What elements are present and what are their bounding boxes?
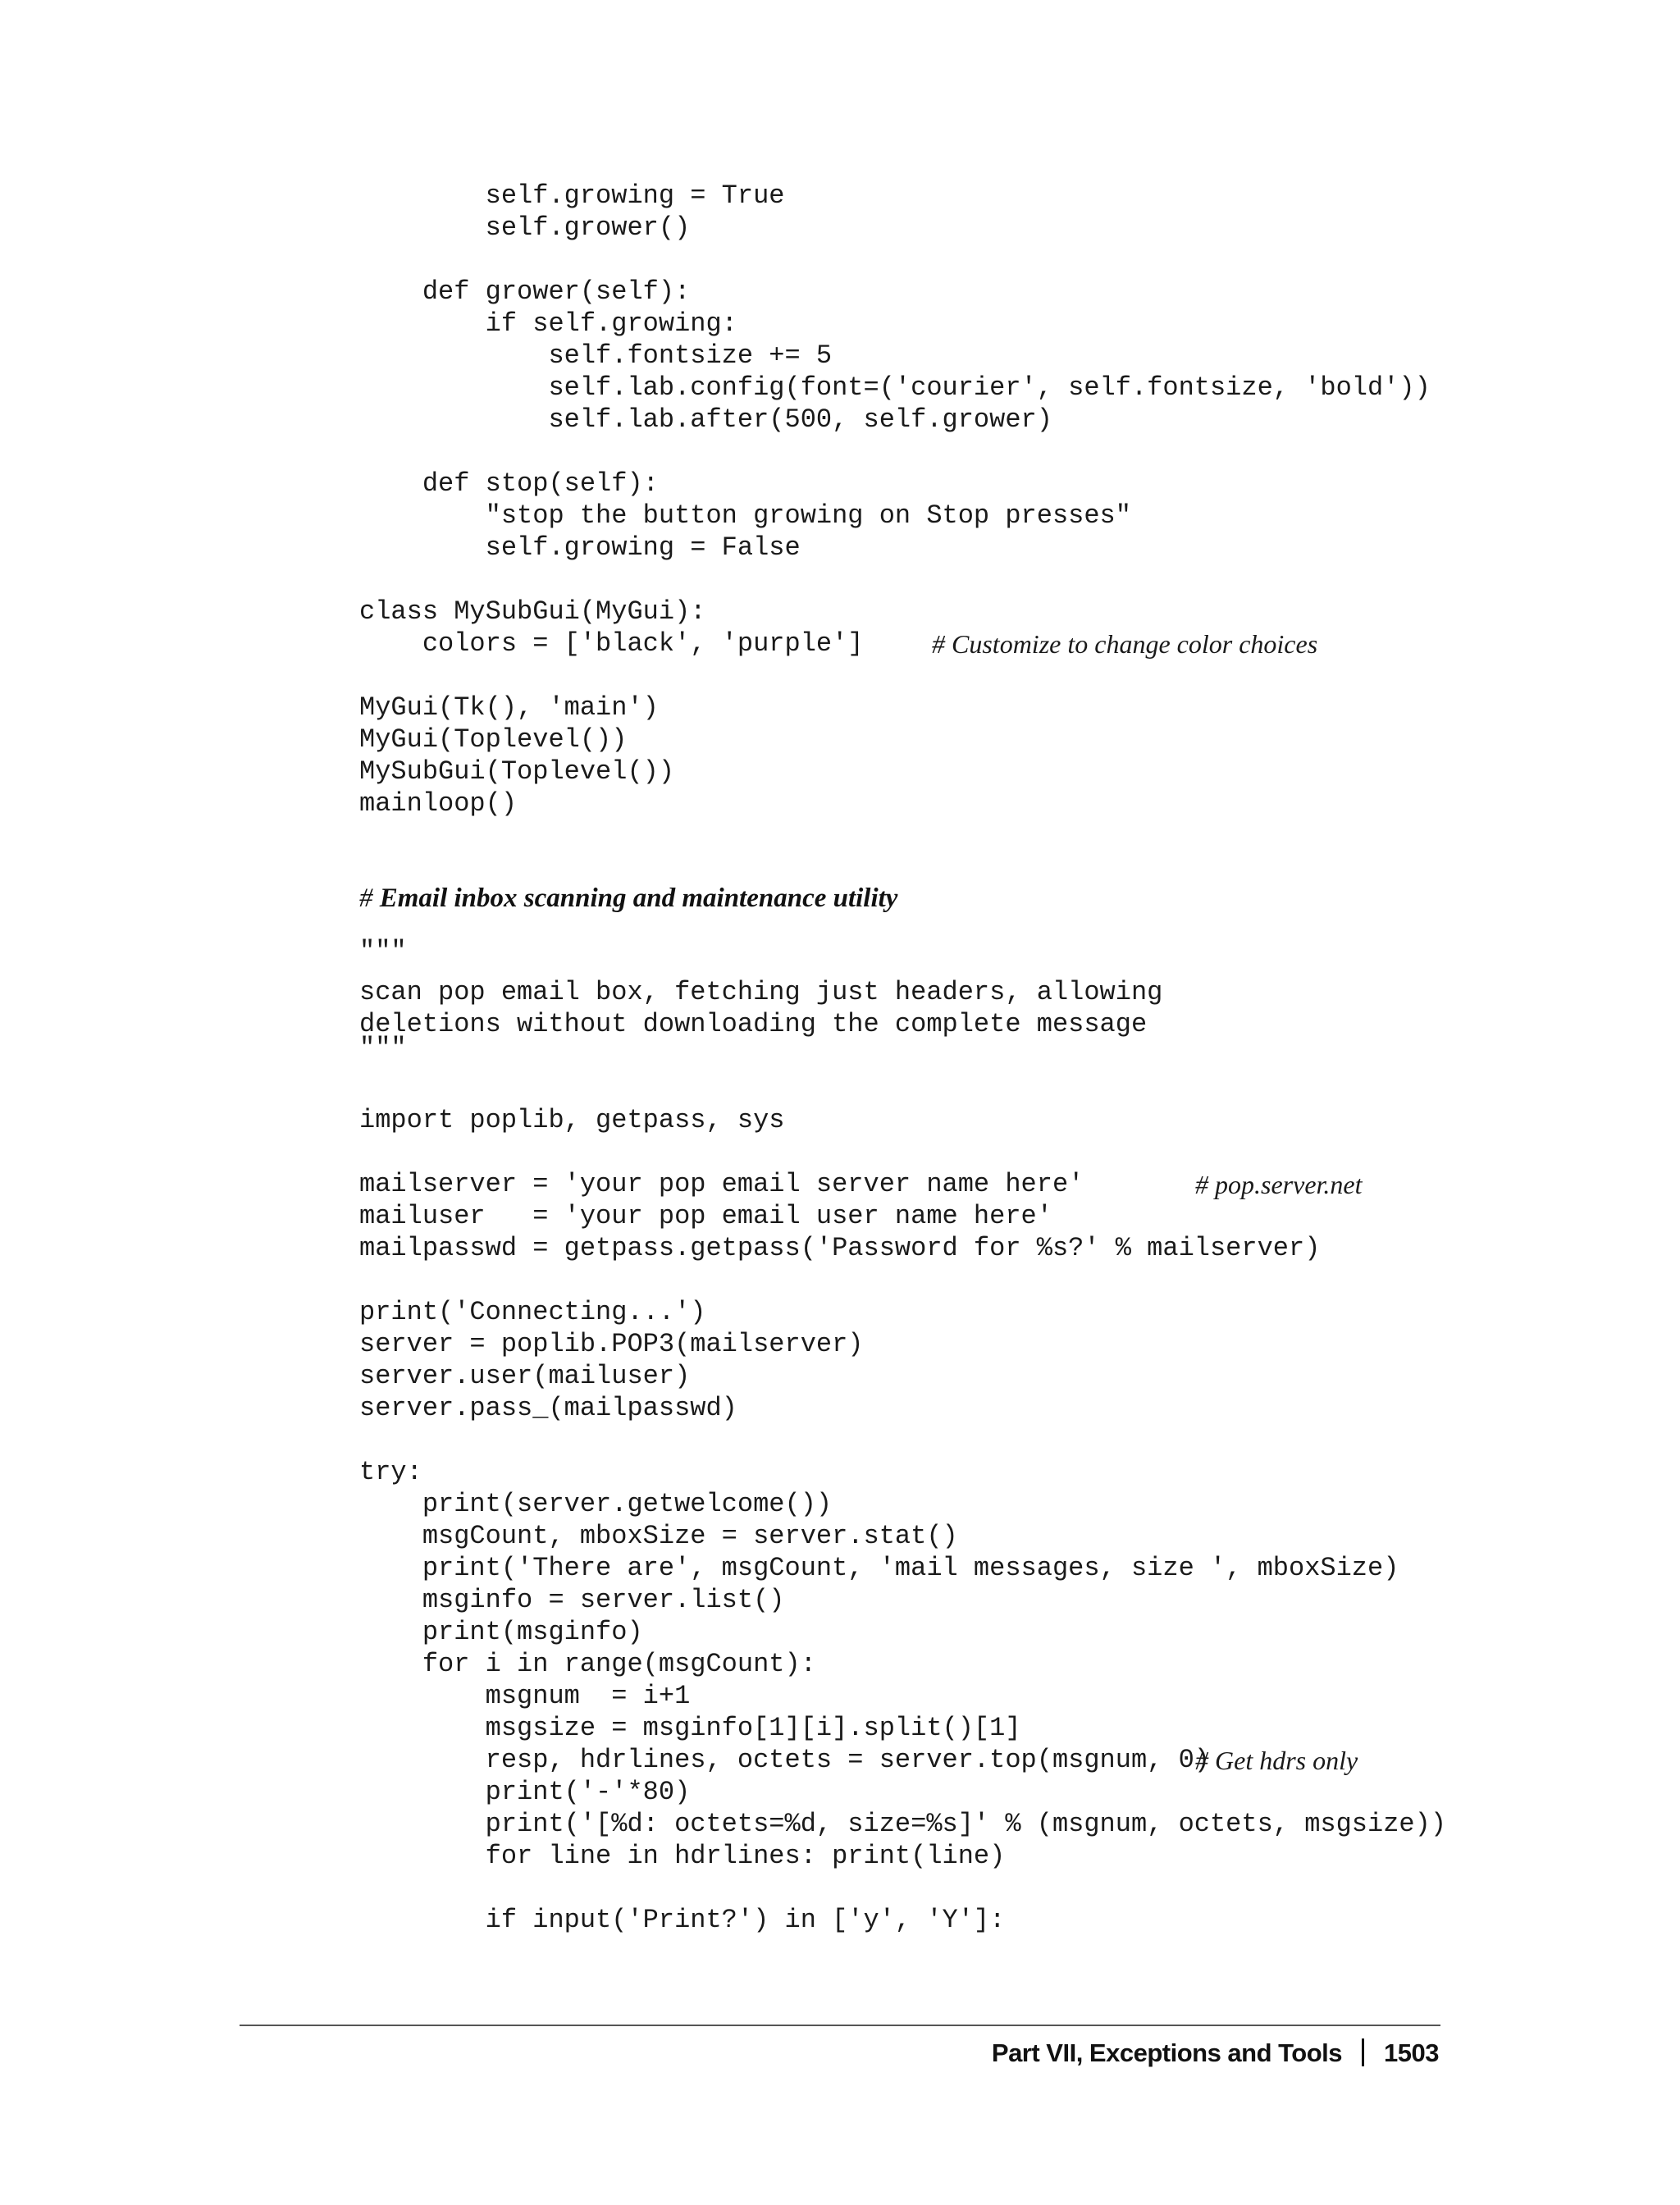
code-line: server.user(mailuser) bbox=[359, 1361, 691, 1391]
code-line: self.growing = True bbox=[359, 180, 785, 211]
code-line: import poplib, getpass, sys bbox=[359, 1105, 785, 1135]
section-heading-text: Email inbox scanning and maintenance utility bbox=[379, 883, 898, 913]
code-line: def grower(self): bbox=[359, 276, 691, 307]
code-line: """ bbox=[359, 936, 407, 966]
code-line: self.grower() bbox=[359, 212, 691, 243]
code-line: msginfo = server.list() bbox=[359, 1585, 785, 1615]
page-number: 1503 bbox=[1384, 2038, 1439, 2067]
code-line: self.lab.after(500, self.grower) bbox=[359, 404, 1052, 435]
code-line: self.fontsize += 5 bbox=[359, 340, 833, 371]
code-line: colors = ['black', 'purple'] bbox=[359, 628, 864, 659]
code-line: print(msginfo) bbox=[359, 1617, 643, 1647]
code-line: """ bbox=[359, 1033, 407, 1063]
code-line: deletions without downloading the complete message bbox=[359, 1009, 1148, 1039]
code-line: scan pop email box, fetching just headers, allowing bbox=[359, 977, 1163, 1007]
code-line: server = poplib.POP3(mailserver) bbox=[359, 1329, 864, 1359]
code-line: MyGui(Toplevel()) bbox=[359, 724, 628, 755]
code-line: MyGui(Tk(), 'main') bbox=[359, 692, 659, 723]
code-line: try: bbox=[359, 1457, 422, 1487]
code-line: msgsize = msginfo[1][i].split()[1] bbox=[359, 1713, 1021, 1743]
code-line: print(server.getwelcome()) bbox=[359, 1489, 833, 1519]
code-line: mainloop() bbox=[359, 788, 518, 819]
code-comment: # Customize to change color choices bbox=[932, 629, 1318, 659]
code-line: server.pass_(mailpasswd) bbox=[359, 1393, 737, 1423]
code-line: "stop the button growing on Stop presses" bbox=[359, 500, 1131, 531]
footer-part-title: Part VII, Exceptions and Tools bbox=[991, 2038, 1343, 2067]
code-comment: # Get hdrs only bbox=[1195, 1746, 1358, 1775]
code-line: if input('Print?') in ['y', 'Y']: bbox=[359, 1905, 1006, 1935]
code-line: for line in hdrlines: print(line) bbox=[359, 1841, 1006, 1871]
code-line: print('Connecting...') bbox=[359, 1297, 706, 1327]
code-line: msgnum = i+1 bbox=[359, 1681, 691, 1711]
code-line: msgCount, mboxSize = server.stat() bbox=[359, 1521, 958, 1551]
code-line: resp, hdrlines, octets = server.top(msgnum, 0) bbox=[359, 1745, 1210, 1775]
footer-separator bbox=[1362, 2038, 1364, 2066]
code-line: mailserver = 'your pop email server name here' bbox=[359, 1169, 1084, 1199]
code-line: self.growing = False bbox=[359, 532, 801, 563]
code-line: for i in range(msgCount): bbox=[359, 1649, 816, 1679]
code-line: print('[%d: octets=%d, size=%s]' % (msgnum, octets, msgsize)) bbox=[359, 1809, 1447, 1839]
footer-rule bbox=[240, 2025, 1440, 2026]
page-footer bbox=[992, 2037, 1439, 2070]
code-line: print('-'*80) bbox=[359, 1777, 691, 1807]
code-line: print('There are', msgCount, 'mail messages, size ', mboxSize) bbox=[359, 1553, 1399, 1583]
code-line: MySubGui(Toplevel()) bbox=[359, 756, 675, 787]
section-heading bbox=[359, 882, 897, 915]
section-heading-hash: # bbox=[359, 883, 380, 913]
code-line: mailpasswd = getpass.getpass('Password for %s?' % mailserver) bbox=[359, 1233, 1321, 1263]
code-line: mailuser = 'your pop email user name here' bbox=[359, 1201, 1052, 1231]
code-comment: # pop.server.net bbox=[1195, 1170, 1363, 1199]
code-line: def stop(self): bbox=[359, 468, 659, 499]
code-line: if self.growing: bbox=[359, 308, 737, 339]
code-line: self.lab.config(font=('courier', self.fontsize, 'bold')) bbox=[359, 372, 1431, 403]
code-line: class MySubGui(MyGui): bbox=[359, 596, 706, 627]
